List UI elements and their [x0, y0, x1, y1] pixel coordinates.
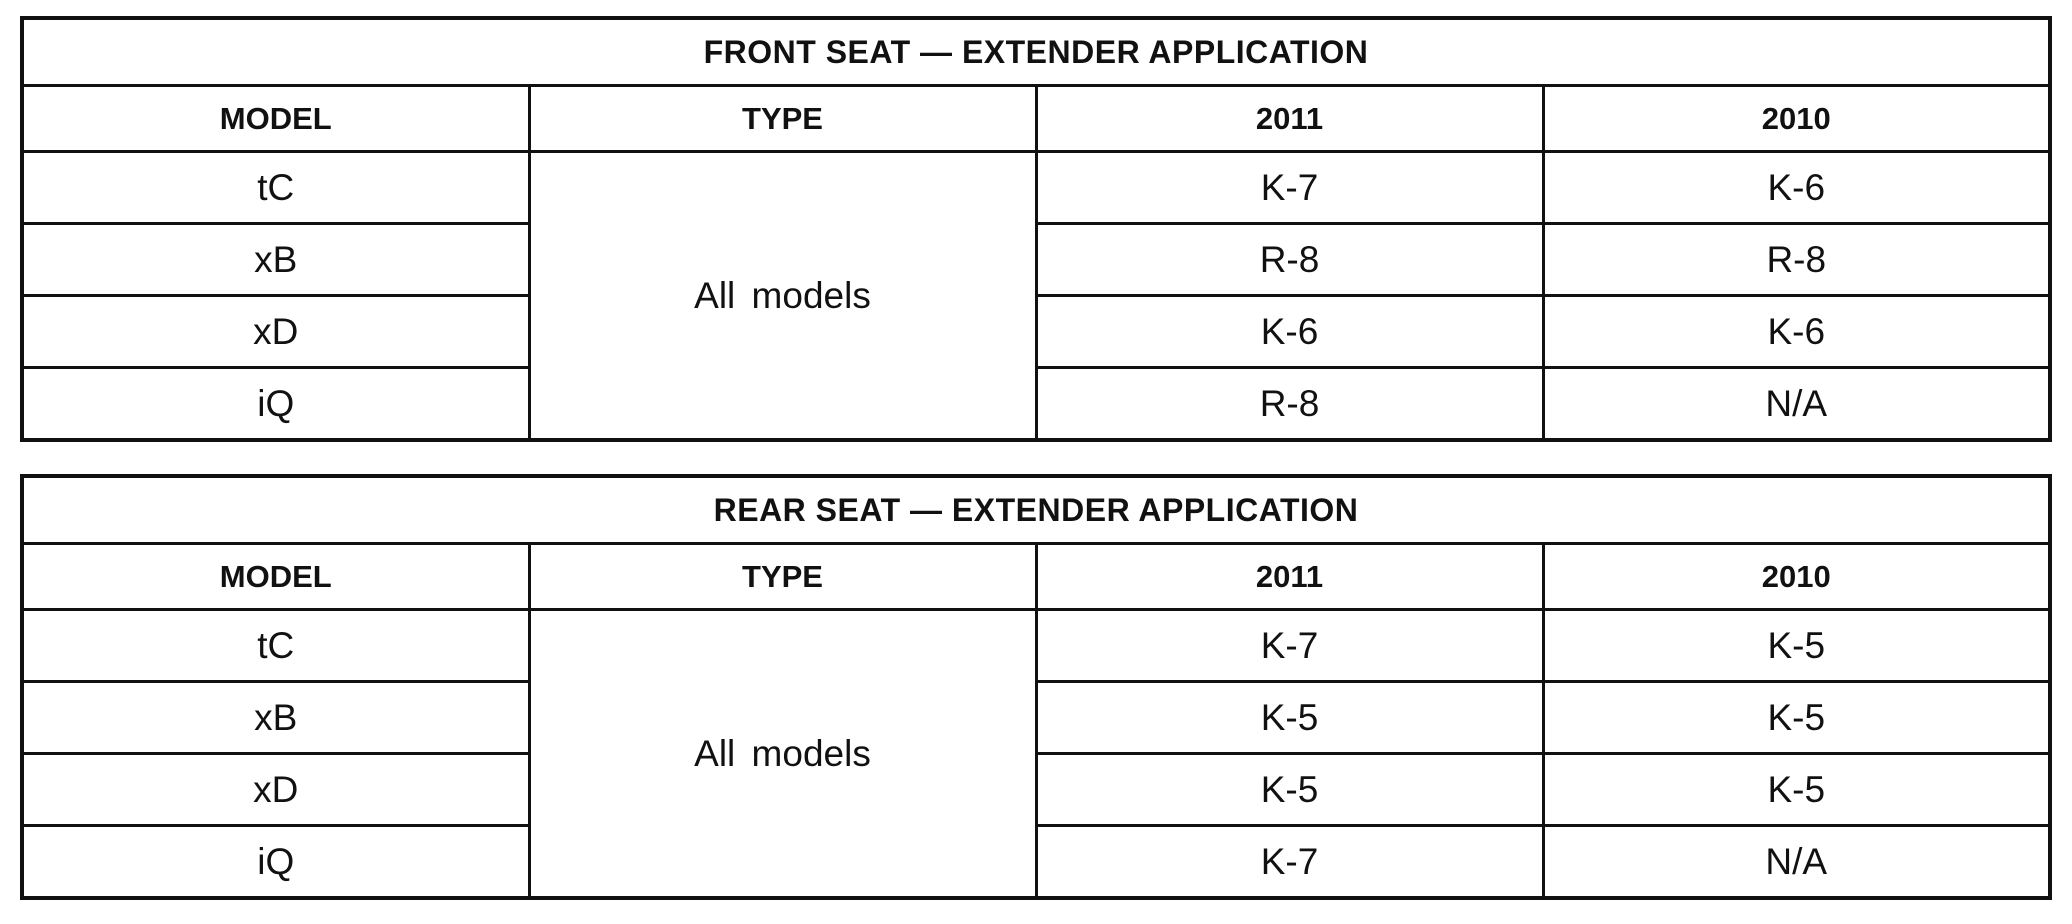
year-2011-cell: K-5: [1036, 754, 1543, 826]
year-2010-cell: K-6: [1543, 296, 2050, 368]
model-cell: xB: [22, 224, 529, 296]
type-cell: All models: [529, 152, 1036, 441]
model-cell: iQ: [22, 368, 529, 441]
year-2011-cell: K-7: [1036, 826, 1543, 899]
column-header-2010: 2010: [1543, 544, 2050, 610]
column-header-2011: 2011: [1036, 544, 1543, 610]
year-2010-cell: R-8: [1543, 224, 2050, 296]
table-row: [22, 152, 2050, 224]
year-2011-cell: R-8: [1036, 368, 1543, 441]
model-cell: iQ: [22, 826, 529, 899]
year-2010-cell: K-5: [1543, 682, 2050, 754]
column-header-type: TYPE: [529, 544, 1036, 610]
model-cell: xD: [22, 754, 529, 826]
year-2010-cell: N/A: [1543, 368, 2050, 441]
table-title: REAR SEAT — EXTENDER APPLICATION: [22, 476, 2050, 544]
table-title: FRONT SEAT — EXTENDER APPLICATION: [22, 18, 2050, 86]
year-2010-cell: K-5: [1543, 754, 2050, 826]
year-2010-cell: K-6: [1543, 152, 2050, 224]
column-header-model: MODEL: [22, 86, 529, 152]
table-row: [22, 682, 2050, 754]
column-header-2011: 2011: [1036, 86, 1543, 152]
table-row: [22, 296, 2050, 368]
model-cell: xD: [22, 296, 529, 368]
year-2011-cell: K-5: [1036, 682, 1543, 754]
table-row: [22, 368, 2050, 441]
year-2011-cell: K-6: [1036, 296, 1543, 368]
year-2010-cell: N/A: [1543, 826, 2050, 899]
type-cell: All models: [529, 610, 1036, 899]
column-header-model: MODEL: [22, 544, 529, 610]
year-2010-cell: K-5: [1543, 610, 2050, 682]
table-row: [22, 826, 2050, 899]
year-2011-cell: K-7: [1036, 610, 1543, 682]
column-header-type: TYPE: [529, 86, 1036, 152]
front-seat-extender-table: [20, 16, 2052, 442]
column-header-2010: 2010: [1543, 86, 2050, 152]
year-2011-cell: K-7: [1036, 152, 1543, 224]
rear-seat-extender-table: [20, 474, 2052, 900]
table-row: [22, 224, 2050, 296]
table-row: [22, 754, 2050, 826]
year-2011-cell: R-8: [1036, 224, 1543, 296]
model-cell: tC: [22, 152, 529, 224]
table-row: [22, 610, 2050, 682]
model-cell: tC: [22, 610, 529, 682]
model-cell: xB: [22, 682, 529, 754]
